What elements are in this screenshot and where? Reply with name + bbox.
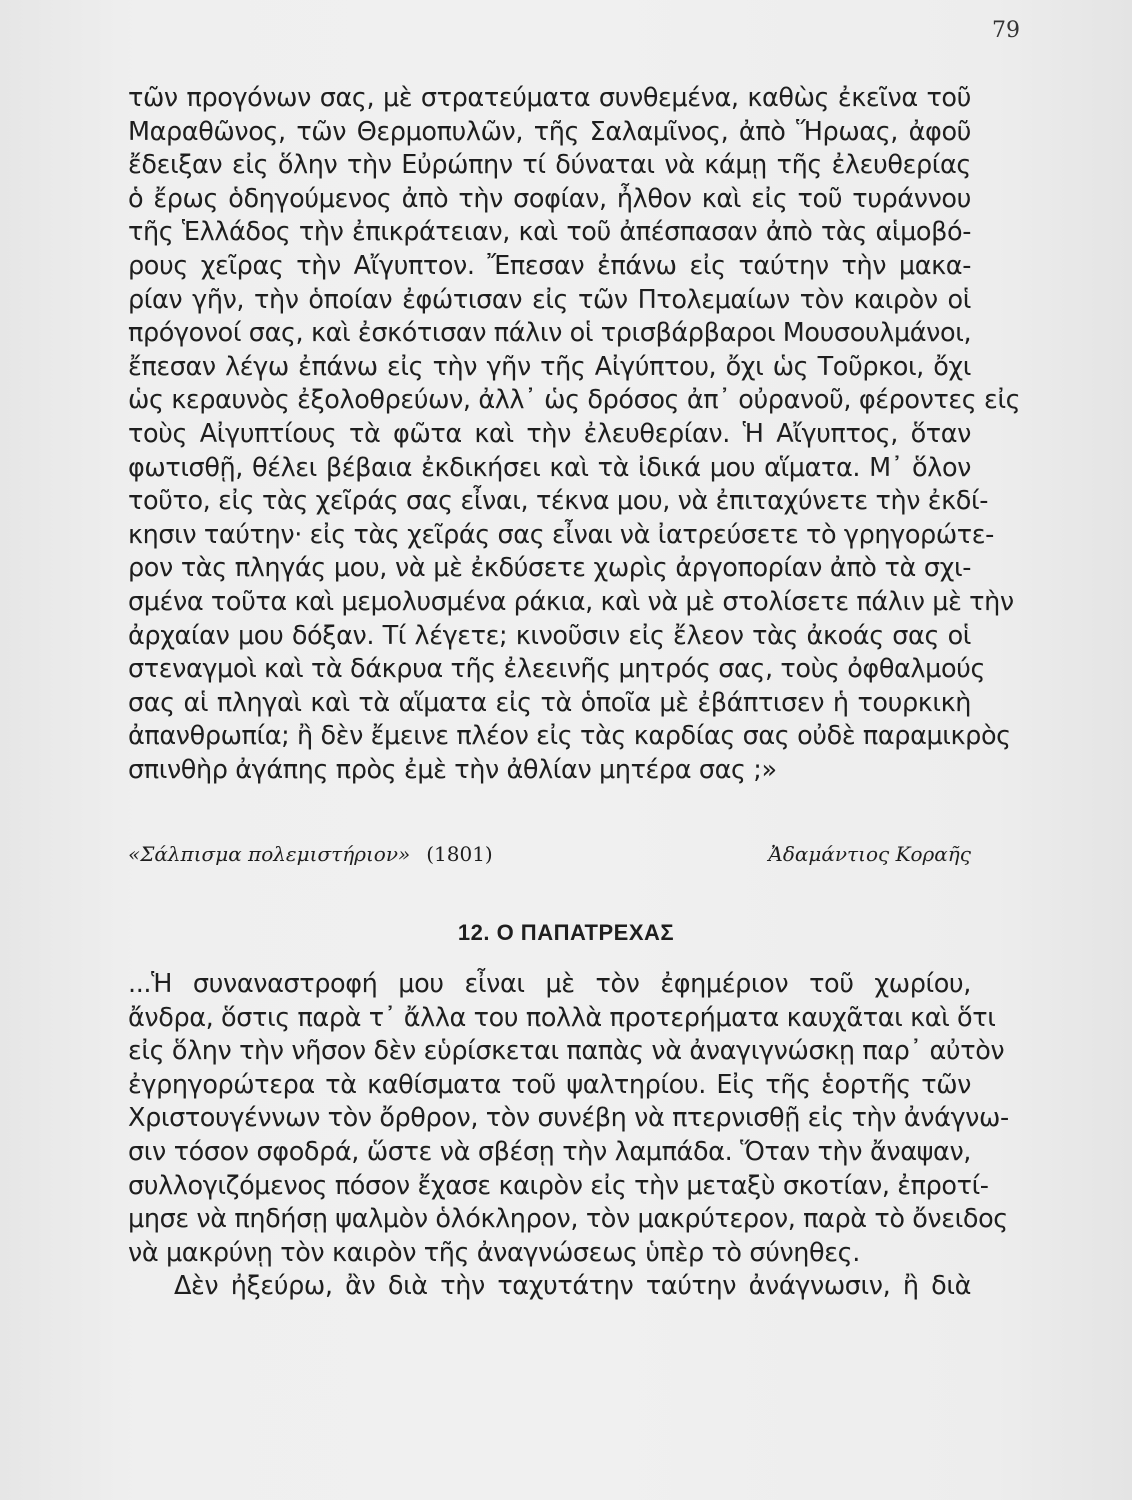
text-line: ἄνδρα, ὅστις παρὰ τ᾽ ἄλλα του πολλὰ προτερήματα καυχᾶται καὶ ὅτι [128,1002,996,1033]
text-line: ἐγρηγορώτερα τὰ καθίσματα τοῦ ψαλτηρίου. Εἰς τῆς ἑορτῆς τῶν [128,1069,971,1100]
text-line: ρους χεῖρας τὴν Αἴγυπτον. Ἔπεσαν ἐπάνω εἰς ταύτην τὴν μακα- [128,250,971,281]
text-line: συλλογιζόμενος πόσον ἔχασε καιρὸν εἰς τὴν μεταξὺ σκοτίαν, ἐπροτί- [128,1170,989,1201]
text-line: εἰς ὅλην τὴν νῆσον δὲν εὑρίσκεται παπὰς νὰ ἀναγιγνώσκῃ παρ᾽ αὐτὸν [128,1036,1005,1067]
text-line: ὡς κεραυνὸς ἐξολοθρεύων, ἀλλ᾽ ὡς δρόσος ἀπ᾽ οὐρανοῦ, φέροντες εἰς [128,385,1021,416]
author-name: Ἀδαμάντιος Κοραῆς [768,842,971,866]
text-line: σιν τόσον σφοδρά, ὥστε νὰ σβέσῃ τὴν λαμπάδα. Ὅταν τὴν ἄναψαν, [128,1136,971,1167]
text-line: Δὲν ἠξεύρω, ἂν διὰ τὴν ταχυτάτην ταύτην ἀνάγνωσιν, ἢ διὰ [174,1271,971,1302]
text-line: μησε νὰ πηδήσῃ ψαλμὸν ὁλόκληρον, τὸν μακρύτερον, παρὰ τὸ ὄνειδος [128,1204,1008,1235]
text-line: τοῦτο, εἰς τὰς χεῖράς σας εἶναι, τέκνα μου, νὰ ἐπιταχύνετε τὴν ἐκδί- [128,486,989,517]
text-line: κησιν ταύτην· εἰς τὰς χεῖράς σας εἶναι νὰ ἰατρεύσετε τὸ γρηγορώτε- [128,519,994,550]
source-year: (1801) [426,842,493,866]
excerpt-text [128,82,1021,787]
text-line: ὁ ἔρως ὁδηγούμενος ἀπὸ τὴν σοφίαν, ἦλθον καὶ εἰς τοῦ τυράννου [128,183,971,214]
page-number: 79 [992,18,1020,43]
text-line: πρόγονοί σας, καὶ ἐσκότισαν πάλιν οἱ τρισβάρβαροι Μουσουλμάνοι, [128,318,972,349]
text-line: ...Ἡ συναναστροφή μου εἶναι μὲ τὸν ἐφημέριον τοῦ χωρίου, [128,969,971,999]
text-line: ἀπανθρωπία; ἢ δὲν ἔμεινε πλέον εἰς τὰς καρδίας σας οὐδὲ παραμικρὸς [128,721,1011,752]
text-line: Χριστουγέννων τὸν ὄρθρον, τὸν συνέβη νὰ πτερνισθῇ εἰς τὴν ἀνάγνω- [128,1103,1009,1134]
text-line: νὰ μακρύνῃ τὸν καιρὸν τῆς ἀναγνώσεως ὑπὲρ τὸ σύνηθες. [128,1237,860,1268]
source-title: «Σάλπισμα πολεμιστήριον» [128,842,411,866]
text-line: τῆς Ἑλλάδος τὴν ἐπικράτειαν, καὶ τοῦ ἀπέσπασαν ἀπὸ τὰς αἱμοβό- [128,217,971,248]
source-citation [128,842,493,866]
text-line: ἀρχαίαν μου δόξαν. Τί λέγετε; κινοῦσιν εἰς ἔλεον τὰς ἀκοάς σας οἱ [128,620,971,651]
excerpt-attribution [128,842,971,870]
chapter-title: 12. Ο ΠΑΠΑΤΡΕΧΑΣ [457,920,675,945]
text-line: σας αἱ πληγαὶ καὶ τὰ αἵματα εἰς τὰ ὁποῖα μὲ ἐβάπτισεν ἡ τουρκικὴ [128,687,971,718]
text-line: Μαραθῶνος, τῶν Θερμοπυλῶν, τῆς Σαλαμῖνος, ἀπὸ Ἥρωας, ἀφοῦ [128,116,971,147]
text-line: στεναγμοὶ καὶ τὰ δάκρυα τῆς ἐλεεινῆς μητρός σας, τοὺς ὀφθαλμούς [128,654,986,685]
text-line: ἔδειξαν εἰς ὅλην τὴν Εὐρώπην τί δύναται νὰ κάμῃ τῆς ἐλευθερίας [128,150,971,181]
text-line: φωτισθῇ, θέλει βέβαια ἐκδικήσει καὶ τὰ ἰδικά μου αἵματα. Μ᾽ ὅλον [128,452,971,483]
text-line: ἔπεσαν λέγω ἐπάνω εἰς τὴν γῆν τῆς Αἰγύπτου, ὄχι ὡς Τοῦρκοι, ὄχι [128,351,971,382]
text-line: ρίαν γῆν, τὴν ὁποίαν ἐφώτισαν εἰς τῶν Πτολεμαίων τὸν καιρὸν οἱ [128,284,971,315]
chapter-text [128,968,1009,1304]
text-line: τοὺς Αἰγυπτίους τὰ φῶτα καὶ τὴν ἐλευθερίαν. Ἡ Αἴγυπτος, ὅταν [128,418,971,449]
text-line: σμένα τοῦτα καὶ μεμολυσμένα ράκια, καὶ νὰ μὲ στολίσετε πάλιν μὲ τὴν [128,586,1014,617]
text-line: ρον τὰς πληγάς μου, νὰ μὲ ἐκδύσετε χωρὶς ἀργοπορίαν ἀπὸ τὰ σχι- [128,553,971,584]
text-line: σπινθὴρ ἀγάπης πρὸς ἐμὲ τὴν ἀθλίαν μητέρα σας ;» [128,754,777,785]
text-line: τῶν προγόνων σας, μὲ στρατεύματα συνθεμένα, καθὼς ἐκεῖνα τοῦ [128,83,971,113]
